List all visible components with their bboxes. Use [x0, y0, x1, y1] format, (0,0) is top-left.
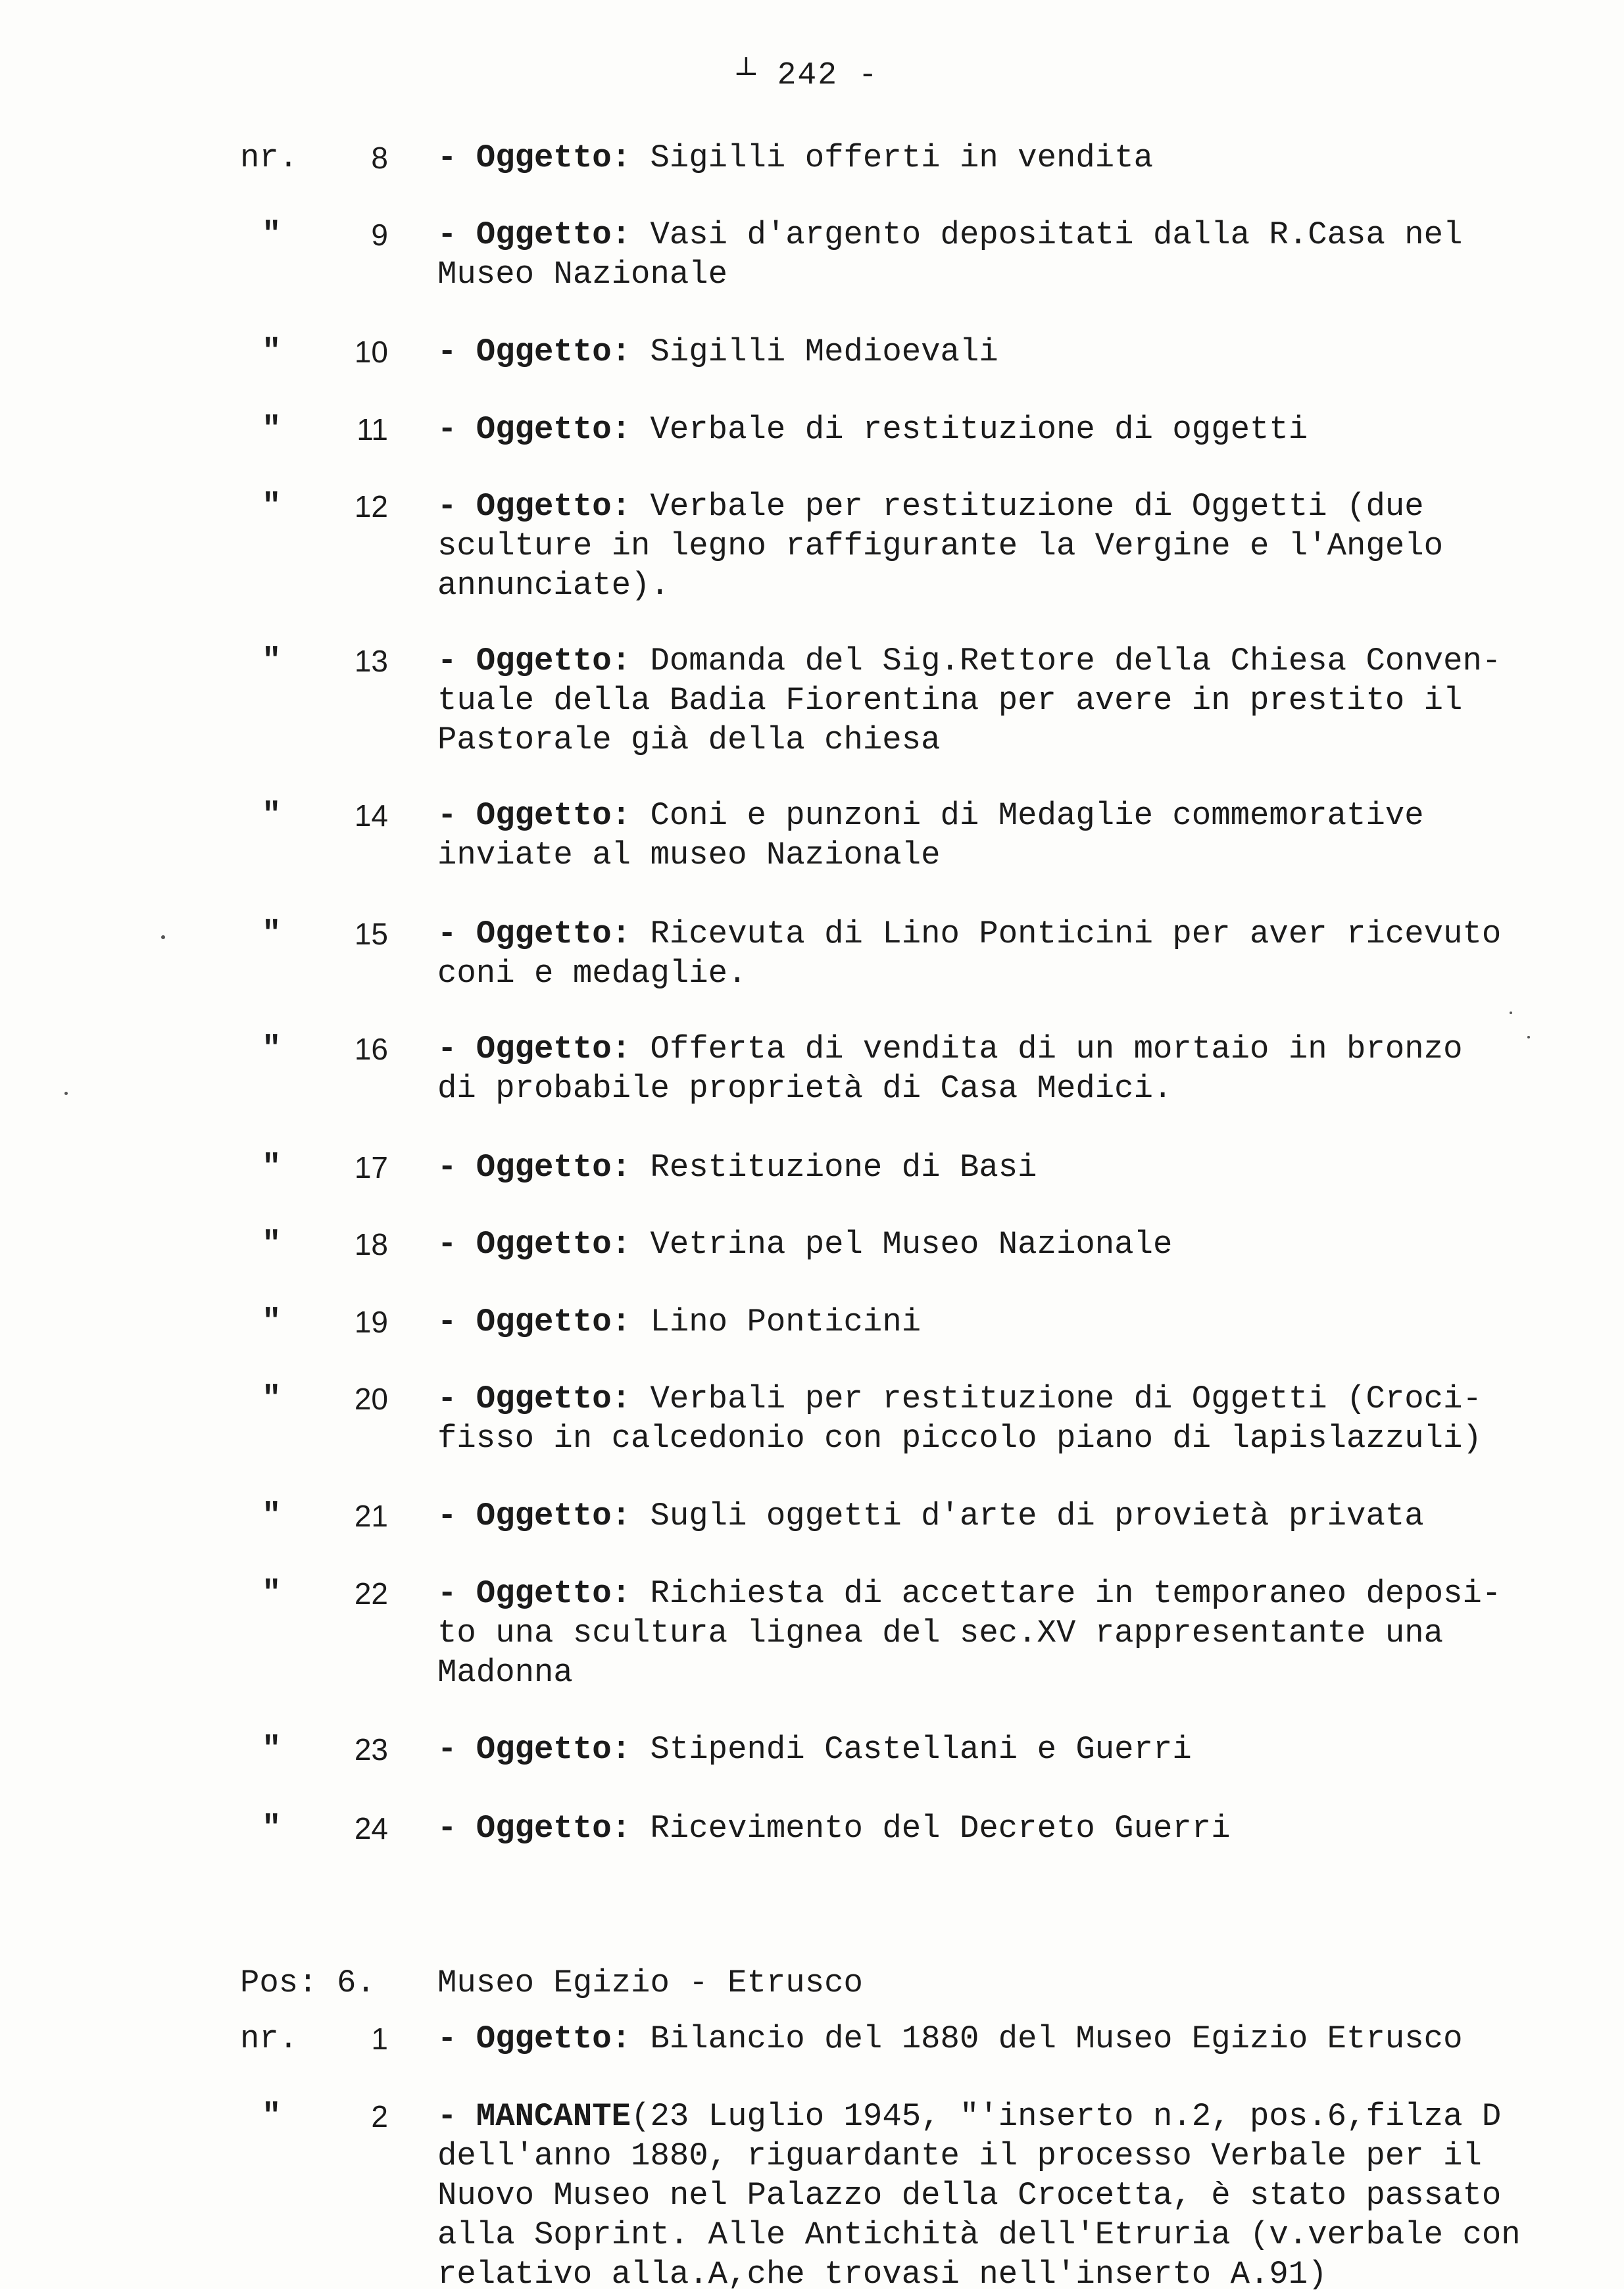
ditto-mark: " [262, 1731, 282, 1768]
entry-number: 13 [354, 644, 388, 678]
scan-speck [161, 935, 165, 939]
entry-number: 11 [357, 412, 388, 447]
entry-line: di probabile proprietà di Casa Medici. [437, 1070, 1173, 1107]
entry-line: - Oggetto: Ricevimento del Decreto Guerri [437, 1810, 1231, 1847]
ditto-mark: " [262, 1226, 282, 1263]
entry-line: - Oggetto: Sugli oggetti d'arte di provietà privata [437, 1498, 1424, 1534]
position-label: Pos: 6. [240, 1965, 376, 2001]
entry-text [437, 1496, 1539, 1536]
entry-number: 10 [354, 335, 388, 369]
scan-speck [1510, 1012, 1512, 1014]
entry-line: - Oggetto: Vasi d'argento depositati dalla R.Casa nel [437, 216, 1463, 253]
entry-line: - Oggetto: Restituzione di Basi [437, 1149, 1037, 1186]
ditto-mark: " [262, 333, 282, 370]
ditto-mark: " [262, 1031, 282, 1067]
entry-text [437, 138, 1539, 178]
entry-label: - Oggetto: [437, 1304, 631, 1340]
entry-label: - Oggetto: [437, 915, 631, 952]
entry-text [437, 215, 1539, 294]
entry-line: - Oggetto: Verbale per restituzione di Oggetti (due [437, 488, 1424, 525]
entry-line: - Oggetto: Ricevuta di Lino Ponticini per aver ricevuto [437, 915, 1502, 952]
entry-line: sculture in legno raffigurante la Vergine e l'Angelo [437, 527, 1444, 564]
entry-number: 20 [354, 1382, 388, 1416]
entry-number: 18 [354, 1227, 388, 1261]
entry-label: - Oggetto: [437, 2020, 631, 2057]
entry-line: Museo Nazionale [437, 256, 728, 293]
scan-speck [1527, 1036, 1530, 1038]
entry-text [437, 487, 1539, 605]
entry-label: - Oggetto: [437, 797, 631, 834]
ditto-mark: " [262, 1304, 282, 1340]
entry-line: coni e medaglie. [437, 955, 747, 992]
entry-number: 22 [354, 1576, 388, 1611]
entry-line: - Oggetto: Verbali per restituzione di Oggetti (Croci- [437, 1380, 1482, 1417]
ditto-mark: " [262, 1380, 282, 1417]
entry-number: 23 [354, 1732, 388, 1767]
entry-label: - Oggetto: [437, 1731, 631, 1768]
position-title: Museo Egizio - Etrusco [437, 1965, 863, 2001]
entry-line: fisso in calcedonio con piccolo piano di lapislazzuli) [437, 1420, 1482, 1457]
entry-text [437, 332, 1539, 372]
entry-number: 21 [354, 1499, 388, 1533]
entry-number: 2 [371, 2099, 388, 2134]
entry-text [437, 914, 1539, 993]
entry-label: - Oggetto: [437, 411, 631, 448]
entry-line: - Oggetto: Offerta di vendita di un mortaio in bronzo [437, 1031, 1463, 1067]
entry-line: alla Soprint. Alle Antichità dell'Etruria (v.verbale con [437, 2216, 1521, 2253]
ditto-mark: " [262, 1575, 282, 1612]
entry-text [437, 1730, 1539, 1769]
number-prefix: nr. [240, 2020, 299, 2057]
entry-text [437, 1379, 1539, 1458]
entry-label: - Oggetto: [437, 216, 631, 253]
entry-line: - Oggetto: Coni e punzoni di Medaglie commemorative [437, 797, 1424, 834]
entry-line: - Oggetto: Domanda del Sig.Rettore della Chiesa Conven- [437, 643, 1502, 679]
ditto-mark: " [262, 216, 282, 253]
entry-text [437, 1225, 1539, 1264]
page-number: ┴ 242 - [737, 58, 879, 93]
ditto-mark: " [262, 2098, 282, 2135]
ditto-mark: " [262, 1149, 282, 1186]
ditto-mark: " [262, 1498, 282, 1534]
entry-line: - Oggetto: Sigilli offerti in vendita [437, 139, 1153, 176]
entry-line: - Oggetto: Richiesta di accettare in temporaneo deposi- [437, 1575, 1502, 1612]
entry-label: - Oggetto: [437, 333, 631, 370]
entry-number: 8 [371, 141, 388, 175]
entry-text [437, 796, 1539, 875]
ditto-mark: " [262, 488, 282, 525]
entry-text [437, 2097, 1539, 2294]
entry-text [437, 1809, 1539, 1848]
entry-line: inviate al museo Nazionale [437, 837, 941, 873]
ditto-mark: " [262, 643, 282, 679]
entry-line: - Oggetto: Bilancio del 1880 del Museo Egizio Etrusco [437, 2020, 1463, 2057]
entry-line: to una scultura lignea del sec.XV rappresentante una [437, 1615, 1444, 1651]
entry-text [437, 1029, 1539, 1108]
entry-line: tuale della Badia Fiorentina per avere in prestito il [437, 682, 1463, 719]
entry-label: - Oggetto: [437, 643, 631, 679]
entry-label: - Oggetto: [437, 488, 631, 525]
entry-line: dell'anno 1880, riguardante il processo Verbale per il [437, 2137, 1482, 2174]
entry-line: - Oggetto: Verbale di restituzione di oggetti [437, 411, 1308, 448]
entry-label: - MANCANTE [437, 2098, 631, 2135]
entry-line: Nuovo Museo nel Palazzo della Crocetta, è stato passato [437, 2177, 1502, 2214]
entry-number: 16 [354, 1032, 388, 1066]
entry-label: - Oggetto: [437, 1226, 631, 1263]
entry-number: 12 [354, 489, 388, 524]
entry-line: - Oggetto: Sigilli Medioevali [437, 333, 998, 370]
entry-text [437, 410, 1539, 449]
entry-label: - Oggetto: [437, 1498, 631, 1534]
entry-label: - Oggetto: [437, 1380, 631, 1417]
entry-label: - Oggetto: [437, 1575, 631, 1612]
entry-number: 15 [354, 917, 388, 951]
entry-line: - Oggetto: Vetrina pel Museo Nazionale [437, 1226, 1173, 1263]
entry-line: - MANCANTE(23 Luglio 1945, "'inserto n.2, pos.6,filza D [437, 2098, 1502, 2135]
entry-number: 17 [354, 1150, 388, 1184]
entry-label: - Oggetto: [437, 139, 631, 176]
entry-number: 24 [354, 1811, 388, 1845]
ditto-mark: " [262, 411, 282, 448]
scan-speck [64, 1092, 68, 1095]
entry-line: Madonna [437, 1654, 573, 1691]
number-prefix: nr. [240, 139, 299, 176]
entry-line: relativo alla.A,che trovasi nell'inserto A.91) [437, 2256, 1327, 2293]
entry-text [437, 1302, 1539, 1342]
entry-number: 1 [371, 2022, 388, 2056]
entry-text [437, 2019, 1539, 2059]
ditto-mark: " [262, 915, 282, 952]
entry-number: 14 [354, 798, 388, 833]
ditto-mark: " [262, 1810, 282, 1847]
entry-label: - Oggetto: [437, 1149, 631, 1186]
entry-line: - Oggetto: Lino Ponticini [437, 1304, 922, 1340]
entry-text [437, 1574, 1539, 1692]
entry-label: - Oggetto: [437, 1810, 631, 1847]
ditto-mark: " [262, 797, 282, 834]
entry-label: - Oggetto: [437, 1031, 631, 1067]
entry-text [437, 641, 1539, 760]
entry-text [437, 1148, 1539, 1187]
entry-number: 19 [354, 1305, 388, 1339]
entry-line: Pastorale già della chiesa [437, 721, 941, 758]
entry-number: 9 [371, 218, 388, 252]
entry-line: - Oggetto: Stipendi Castellani e Guerri [437, 1731, 1192, 1768]
entry-line: annunciate). [437, 567, 670, 604]
